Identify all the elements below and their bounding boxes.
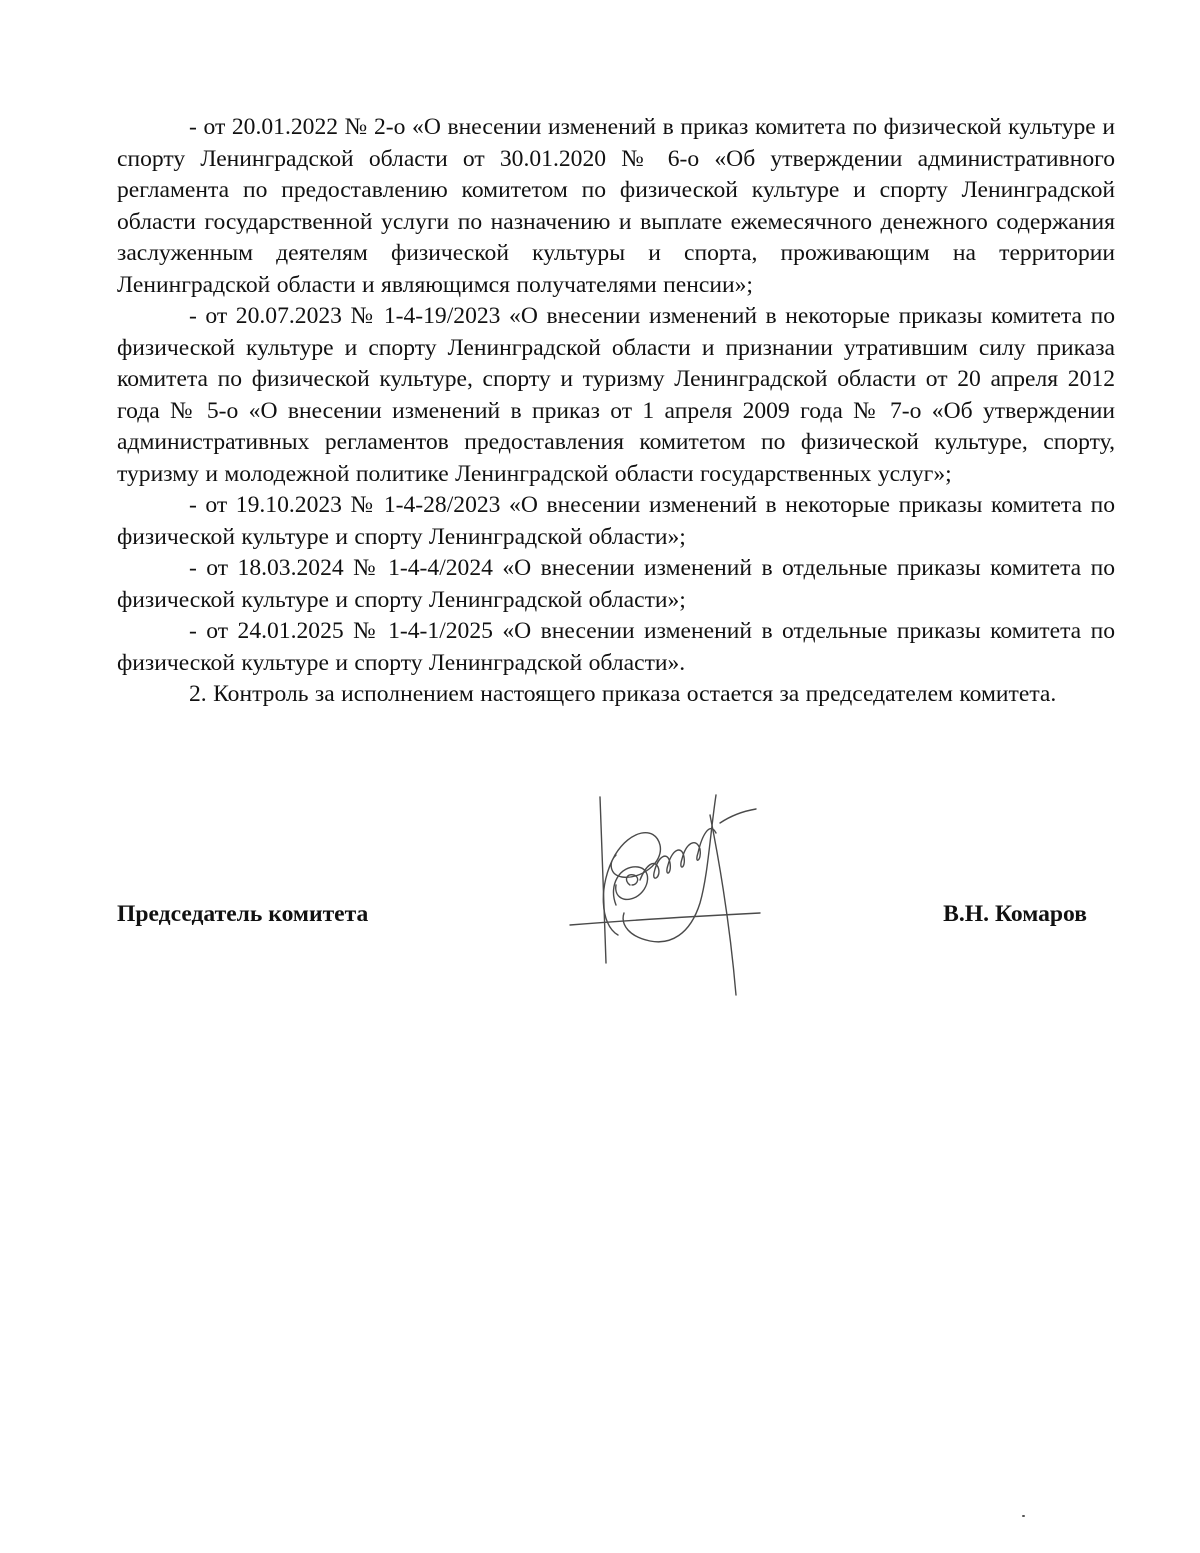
handwritten-signature: [560, 785, 770, 1005]
signature-block: [117, 901, 1087, 941]
paragraph-order-2025: - от 24.01.2025 № 1-4-1/2025 «О внесении изменений в отдельные приказы комитета по физической культуре и спорту Ленинградской области».: [117, 618, 1115, 676]
paragraph-order-2023-07: - от 20.07.2023 № 1-4-19/2023 «О внесении изменений в некоторые приказы комитета по физической культуре и спорту Ленинградской области и признании утратившим силу приказа комитета по физической культуре, спорту и туризму Ленинградской области от 20 апреля 2012 года № 5-о «О внесении изменений в приказ от 1 апреля 2009 года № 7-о «Об утверждении административных регламентов предоставления комитетом по физической культуре, спорту, туризму и молодежной политике Ленинградской области государственных услуг»;: [117, 303, 1115, 487]
paragraph-order-2023-10: - от 19.10.2023 № 1-4-28/2023 «О внесении изменений в некоторые приказы комитета по физической культуре и спорту Ленинградской области»;: [117, 492, 1115, 550]
signatory-title: Председатель комитета: [117, 901, 369, 927]
paragraph-order-2024: - от 18.03.2024 № 1-4-4/2024 «О внесении изменений в отдельные приказы комитета по физической культуре и спорту Ленинградской области»;: [117, 555, 1115, 613]
paragraph-control-clause: 2. Контроль за исполнением настоящего приказа остается за председателем комитета.: [189, 681, 1057, 707]
signatory-name: В.Н. Комаров: [943, 901, 1087, 927]
paragraph-order-2022: - от 20.01.2022 № 2-о «О внесении изменений в приказ комитета по физической культуре и спорту Ленинградской области от 30.01.2020 № 6-о «Об утверждении административного регламента по предоставлению комитетом по физической культуре и спорту Ленинградской области государственной услуги по назначению и выплате ежемесячного денежного содержания заслуженным деятелям физической культуры и спорта, проживающим на территории Ленинградской области и являющимся получателями пенсии»;: [117, 114, 1115, 298]
document-body: [117, 112, 1115, 711]
scan-speck: [1022, 1515, 1025, 1517]
